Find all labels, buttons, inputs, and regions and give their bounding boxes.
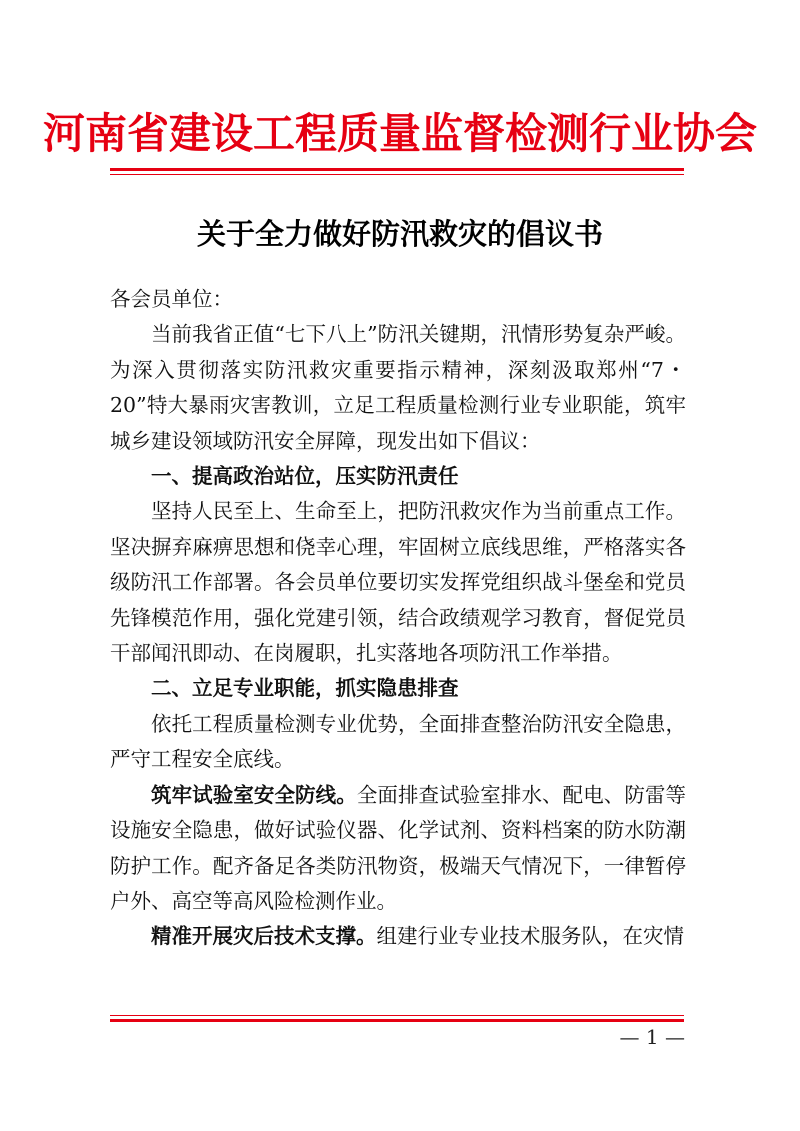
section-2-heading: 二、立足专业职能，抓实隐患排查	[151, 676, 459, 701]
item-2-paragraph	[110, 919, 686, 954]
document-title: 关于全力做好防汛救灾的倡议书	[196, 217, 603, 251]
item-1-text: 全面排查试验室排水、配电、防雷等设施安全隐患，做好试验仪器、化学试剂、资料档案的防水防潮防护工作。配齐备足各类防汛物资，极端天气情况下，一律暂停户外、高空等高风险检测作业。	[110, 782, 687, 913]
page-number: — 1 —	[619, 1025, 685, 1049]
footer-rule-thick	[110, 1019, 684, 1022]
intro-paragraph: 当前我省正值“七下八上”防汛关键期，汛情形势复杂严峻。为深入贯彻落实防汛救灾重要指示精神，深刻汲取郑州“7・20”特大暴雨灾害教训，立足工程质量检测行业专业职能，筑牢城乡建设领域防汛安全屏障，现发出如下倡议：	[110, 322, 686, 453]
section-1-paragraph: 坚持人民至上、生命至上，把防汛救灾作为当前重点工作。坚决摒弃麻痹思想和侥幸心理，牢固树立底线思维，严格落实各级防汛工作部署。各会员单位要切实发挥党组织战斗堡垒和党员先锋模范作用，强化党建引领，结合政绩观学习教育，督促党员干部闻汛即动、在岗履职，扎实落地各项防汛工作举措。	[110, 499, 686, 666]
item-2-lead: 精准开展灾后技术支撑。	[151, 924, 377, 949]
header-rule-thick	[110, 168, 684, 171]
item-1-paragraph	[110, 778, 686, 920]
section-1-heading: 一、提高政治站位，压实防汛责任	[151, 464, 459, 489]
document-body	[110, 282, 686, 955]
organization-header: 河南省建设工程质量监督检测行业协会	[42, 109, 757, 158]
footer-rule-thin	[110, 1015, 684, 1016]
salutation: 各会员单位：	[110, 287, 233, 311]
item-1-lead: 筑牢试验室安全防线。	[151, 782, 357, 807]
item-2-text: 组建行业专业技术服务队，在灾情	[376, 924, 684, 949]
section-2-paragraph: 依托工程质量检测专业优势，全面排查整治防汛安全隐患，严守工程安全底线。	[110, 711, 686, 772]
header-rule-thin	[110, 174, 684, 175]
